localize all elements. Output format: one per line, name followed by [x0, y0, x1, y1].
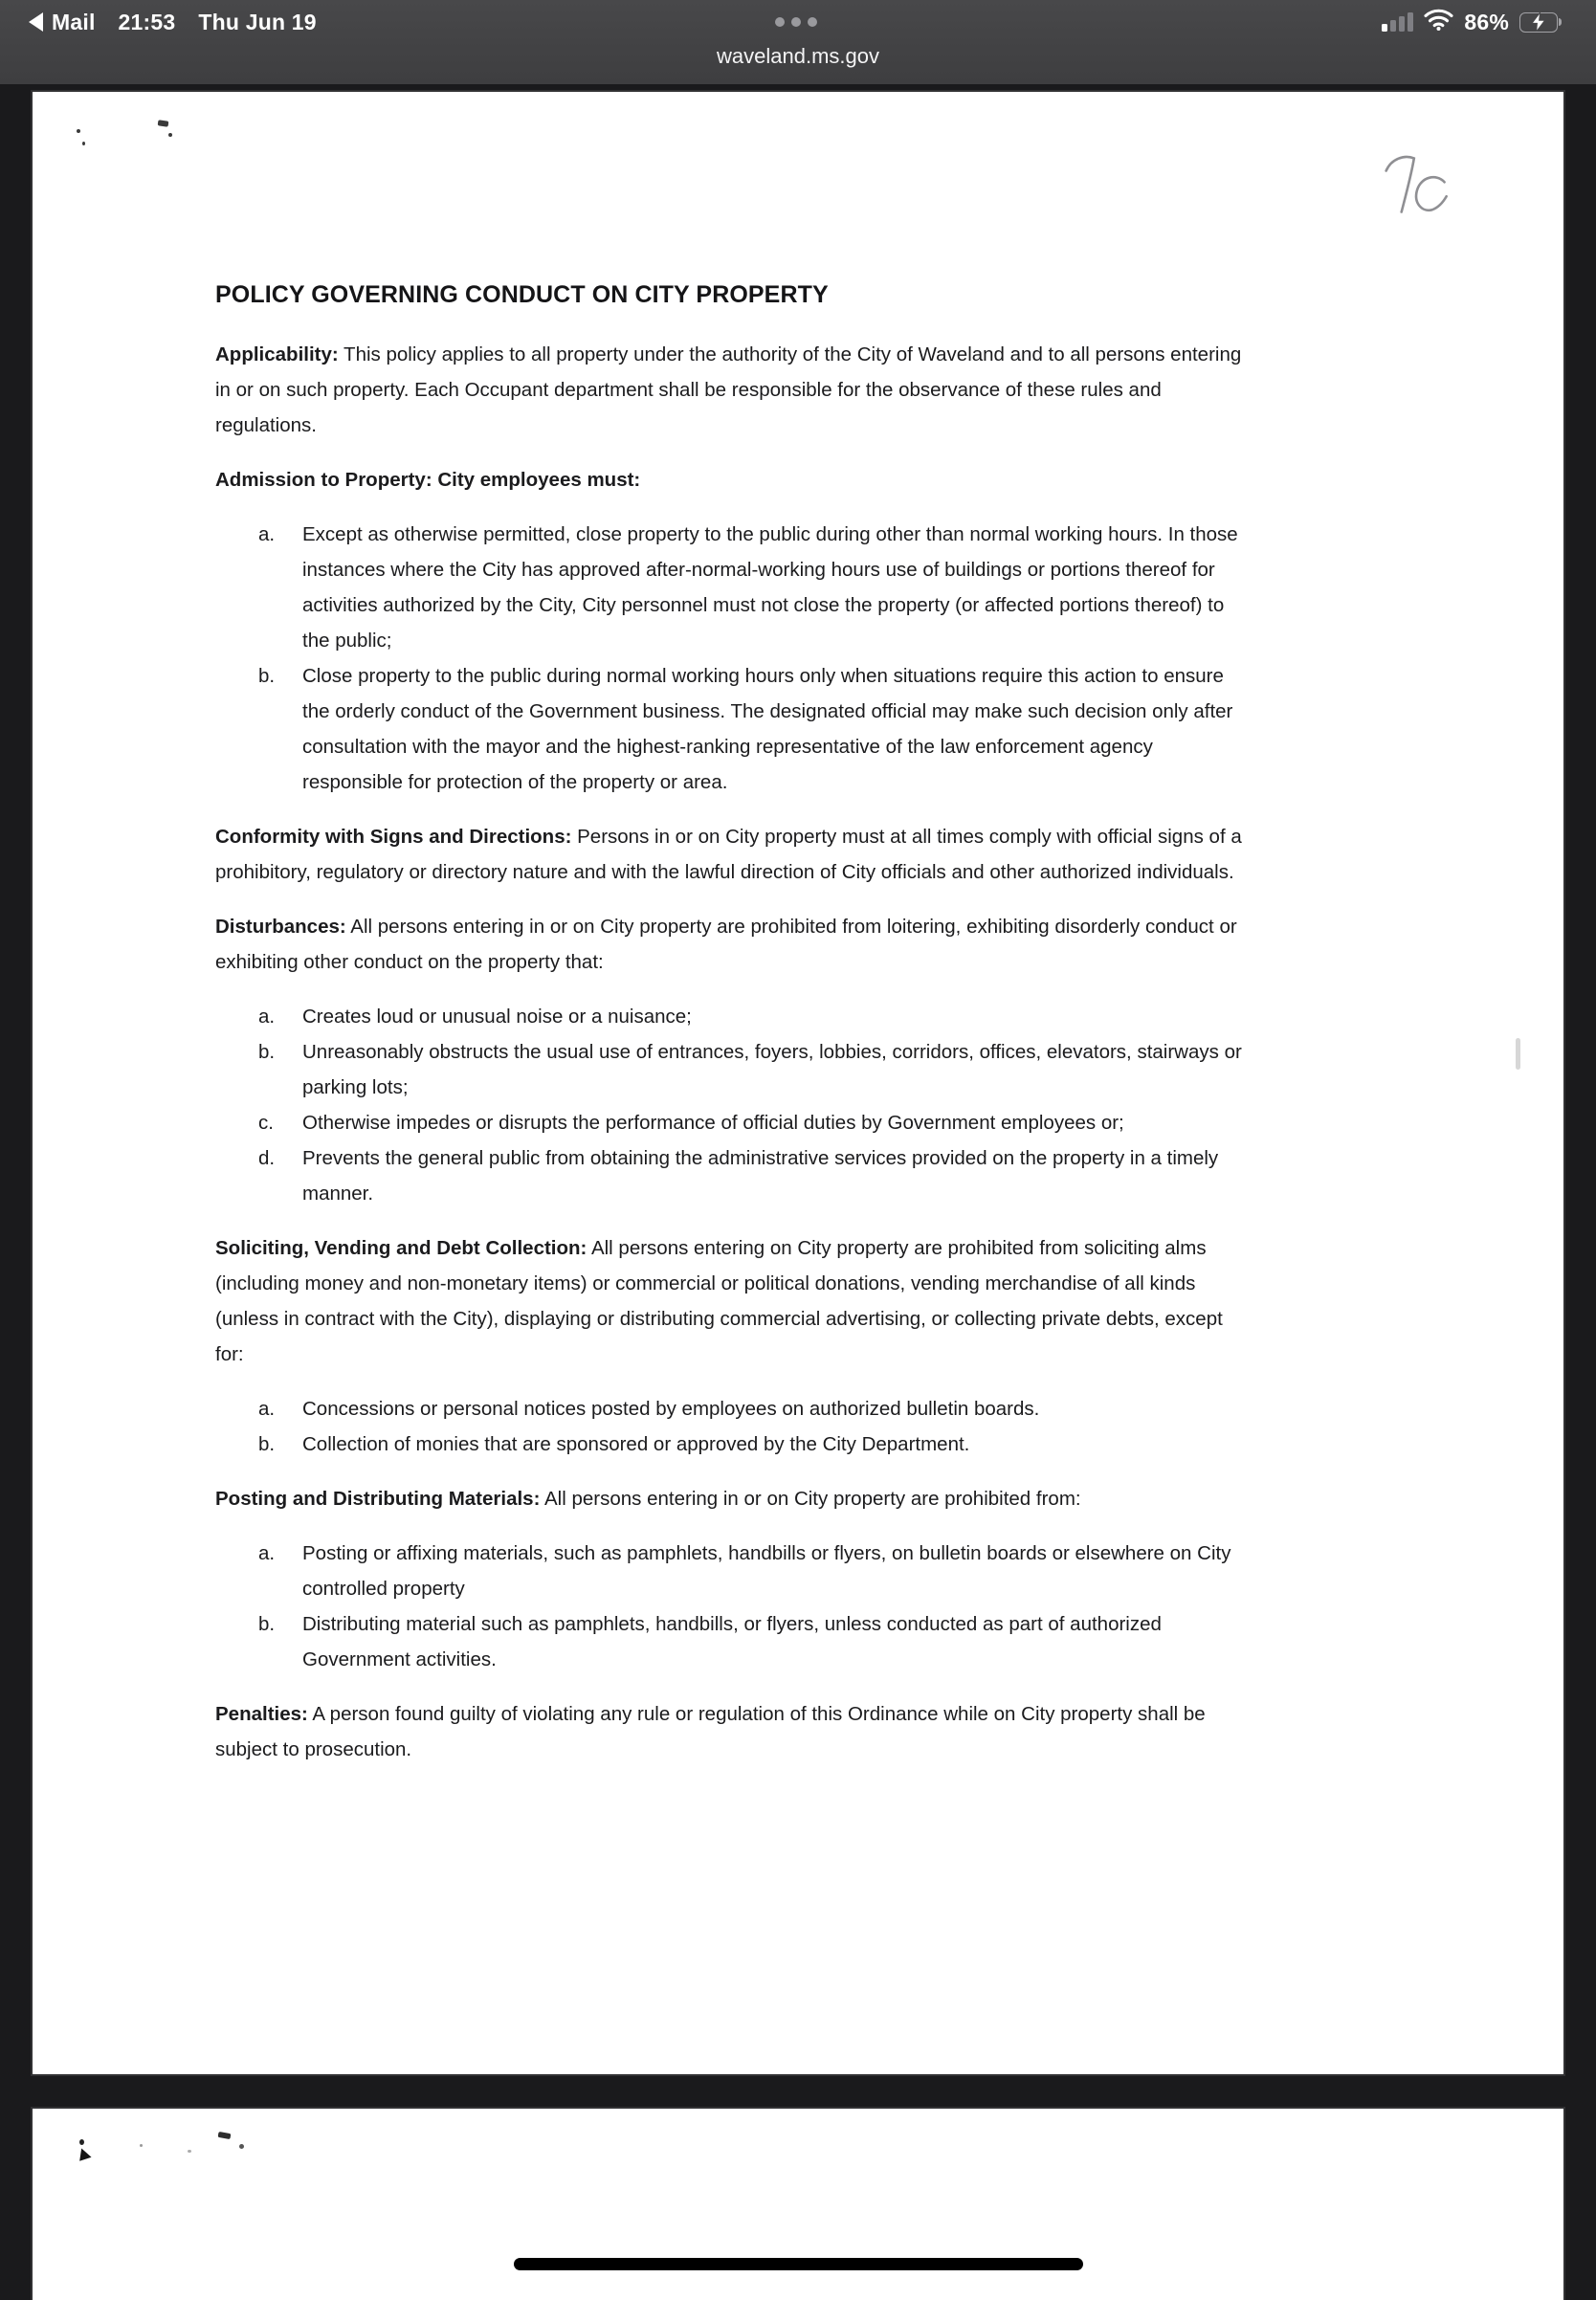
battery-percent-label: 86%	[1464, 9, 1509, 34]
paragraph	[215, 909, 1244, 980]
page-separator	[33, 2074, 1563, 2109]
paragraph-lead: Conformity with Signs and Directions:	[215, 826, 572, 848]
scan-speck	[76, 2146, 91, 2160]
statusbar-right	[1382, 0, 1562, 44]
paragraph	[215, 819, 1244, 890]
paragraph	[215, 337, 1244, 443]
back-arrow-icon	[29, 12, 43, 32]
paragraph-text: All persons entering in or on City property are prohibited from:	[540, 1488, 1081, 1510]
back-to-mail-button[interactable]	[29, 10, 96, 35]
address-bar[interactable]: waveland.ms.gov	[717, 44, 879, 68]
scan-speck	[168, 133, 172, 137]
paragraph-lead: Posting and Distributing Materials:	[215, 1488, 541, 1510]
document-list	[215, 1391, 1244, 1462]
list-item-text: Posting or affixing materials, such as pamphlets, handbills or flyers, on bulletin boards or elsewhere on City controlled property	[302, 1542, 1231, 1600]
pdf-viewer-scroll-area[interactable]	[0, 84, 1596, 2285]
document-list	[215, 517, 1244, 800]
document-title: POLICY GOVERNING CONDUCT ON CITY PROPERTY	[215, 281, 829, 308]
document-list	[215, 1536, 1244, 1677]
list-item	[258, 1606, 1244, 1677]
scan-speck	[140, 2144, 143, 2147]
list-item-text: Except as otherwise permitted, close property to the public during other than normal working hours. In those instances where the City has approved after-normal-working hours use of buildings or portions thereof for activities authorized by the City, City personnel must not close the property (or affected portions thereof) to the public;	[302, 523, 1238, 652]
paragraph-lead: Soliciting, Vending and Debt Collection:	[215, 1237, 587, 1259]
dot-icon	[808, 17, 817, 27]
scrollbar-thumb[interactable]	[1516, 1038, 1520, 1070]
list-item-text: Concessions or personal notices posted by employees on authorized bulletin boards.	[302, 1398, 1040, 1420]
handwritten-7c-annotation	[1369, 138, 1475, 237]
list-item-letter: a.	[258, 523, 276, 545]
scan-speck	[79, 2139, 84, 2145]
document-content	[215, 277, 1244, 1786]
clock-time: 21:53	[118, 9, 176, 34]
paragraph-lead: Penalties:	[215, 1703, 308, 1725]
dot-icon	[775, 17, 785, 27]
paragraph	[215, 1696, 1244, 1767]
list-item-text: Close property to the public during normal working hours only when situations require this action to ensure the orderly conduct of the Government business. The designated official may make such decision only after consultation with the mayor and the highest-ranking representative of the law enforcement agency responsible for protection of the property or area.	[302, 665, 1233, 793]
list-item	[258, 1105, 1244, 1140]
clock-date: Thu Jun 19	[198, 9, 317, 34]
list-item-text: Distributing material such as pamphlets, handbills, or flyers, unless conducted as part of authorized Government activities.	[302, 1613, 1162, 1670]
tab-overflow-button[interactable]	[775, 17, 817, 27]
list-item-text: Unreasonably obstructs the usual use of entrances, foyers, lobbies, corridors, offices, elevators, stairways or parking lots;	[302, 1041, 1242, 1098]
list-item-letter: a.	[258, 1542, 276, 1564]
pdf-page-2	[33, 2109, 1563, 2300]
paragraph-text: Persons in or on City property must at all times comply with official signs of a prohibitory, regulatory or directory nature and with the lawful direction of City officials and other authorized individuals.	[215, 826, 1242, 883]
paragraph-text: All persons entering on City property are prohibited from soliciting alms (including money and non-monetary items) or commercial or political donations, vending merchandise of all kinds (unless in contract with the City), displaying or distributing commercial advertising, or collecting private debts, except for:	[215, 1237, 1223, 1365]
scan-speck	[158, 120, 169, 126]
cellular-signal-icon	[1382, 12, 1413, 32]
list-item-letter: b.	[258, 665, 276, 687]
document-list	[215, 999, 1244, 1211]
list-item	[258, 1140, 1244, 1211]
paragraph-lead: Admission to Property: City employees must:	[215, 469, 641, 491]
paragraph	[215, 1481, 1244, 1516]
scan-speck	[239, 2144, 244, 2149]
pdf-page-1	[33, 92, 1563, 2074]
list-item-letter: b.	[258, 1433, 276, 1455]
scan-speck	[77, 129, 80, 133]
battery-charging-icon	[1519, 11, 1562, 33]
list-item-text: Prevents the general public from obtaining the administrative services provided on the property in a timely manner.	[302, 1147, 1219, 1205]
list-item-letter: d.	[258, 1147, 276, 1169]
list-item-letter: b.	[258, 1613, 276, 1635]
scan-speck	[82, 142, 85, 145]
paragraph-text: This policy applies to all property under the authority of the City of Waveland and to all persons entering in or on such property. Each Occupant department shall be responsible for the observance of these rules and regulations.	[215, 343, 1242, 436]
paragraph	[215, 462, 1244, 498]
list-item-text: Collection of monies that are sponsored or approved by the City Department.	[302, 1433, 970, 1455]
scan-speck	[218, 2132, 232, 2139]
list-item	[258, 1536, 1244, 1606]
list-item-letter: a.	[258, 1006, 276, 1028]
list-item-letter: b.	[258, 1041, 276, 1063]
list-item-text: Creates loud or unusual noise or a nuisance;	[302, 1006, 692, 1028]
list-item	[258, 999, 1244, 1034]
paragraph-lead: Disturbances:	[215, 916, 346, 938]
paragraph-text: A person found guilty of violating any rule or regulation of this Ordinance while on City property shall be subject to prosecution.	[215, 1703, 1206, 1760]
safari-toolbar	[0, 0, 1596, 84]
list-item	[258, 1034, 1244, 1105]
dot-icon	[791, 17, 801, 27]
paragraph-text: All persons entering in or on City property are prohibited from loitering, exhibiting disorderly conduct or exhibiting other conduct on the property that:	[215, 916, 1237, 973]
statusbar-left	[29, 0, 317, 44]
home-indicator[interactable]	[514, 2258, 1083, 2270]
list-item	[258, 1391, 1244, 1426]
document-body	[215, 337, 1244, 1767]
list-item	[258, 658, 1244, 800]
paragraph-lead: Applicability:	[215, 343, 339, 365]
list-item	[258, 1426, 1244, 1462]
wifi-icon	[1424, 9, 1453, 35]
list-item-letter: a.	[258, 1398, 276, 1420]
list-item-text: Otherwise impedes or disrupts the performance of official duties by Government employees or;	[302, 1112, 1124, 1134]
back-app-label: Mail	[52, 9, 96, 34]
list-item-letter: c.	[258, 1112, 274, 1134]
list-item	[258, 517, 1244, 658]
paragraph	[215, 1230, 1244, 1372]
scan-speck	[188, 2150, 191, 2153]
